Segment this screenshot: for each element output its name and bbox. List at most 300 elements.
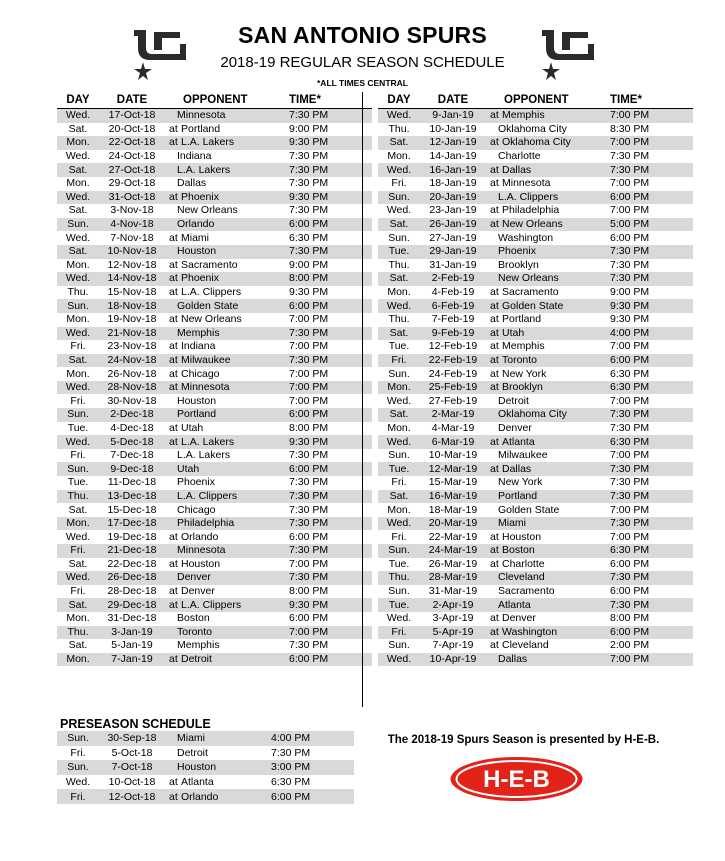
table-row: [378, 286, 693, 300]
game-time: 9:00 PM: [283, 123, 372, 137]
opponent-name: Sacramento: [181, 258, 238, 271]
table-row: [378, 136, 693, 150]
table-row: [378, 177, 693, 191]
game-day: Sat.: [378, 218, 420, 232]
game-time: 7:30 PM: [604, 571, 693, 585]
game-opponent-cell: [165, 544, 283, 558]
game-time: 9:30 PM: [604, 313, 693, 327]
table-row: [57, 367, 372, 381]
table-row: [57, 218, 372, 232]
table-row: [378, 571, 693, 585]
opponent-name: L.A. Clippers: [181, 598, 242, 611]
game-opponent-cell: [165, 191, 283, 205]
game-opponent-cell: [165, 259, 283, 273]
game-day: Fri.: [57, 544, 99, 558]
away-indicator: at: [169, 122, 178, 135]
table-row: [378, 299, 693, 313]
opponent-name: Orlando: [181, 530, 219, 543]
game-date: 9-Feb-19: [420, 327, 486, 341]
game-date: 9-Jan-19: [420, 109, 486, 123]
game-time: 6:00 PM: [283, 299, 372, 313]
game-opponent-cell: [486, 327, 604, 341]
game-time: 7:00 PM: [604, 394, 693, 408]
table-row: [57, 204, 372, 218]
opponent-name: Houston: [177, 761, 217, 774]
away-indicator: at: [169, 790, 178, 803]
away-indicator: at: [169, 231, 178, 244]
game-date: 20-Jan-19: [420, 191, 486, 205]
opponent-name: Phoenix: [181, 190, 219, 203]
table-row: [57, 123, 372, 137]
game-day: Fri.: [378, 476, 420, 490]
table-row: [378, 204, 693, 218]
game-time: 7:30 PM: [283, 163, 372, 177]
game-day: Wed.: [378, 435, 420, 449]
game-day: Fri.: [57, 340, 99, 354]
opponent-name: Denver: [502, 612, 536, 625]
away-indicator: at: [169, 286, 178, 299]
table-row: [378, 449, 693, 463]
away-indicator: at: [490, 286, 499, 299]
game-date: 2-Apr-19: [420, 598, 486, 612]
game-day: Fri.: [57, 394, 99, 408]
opponent-name: Detroit: [498, 394, 529, 407]
game-time: 7:00 PM: [604, 503, 693, 517]
game-day: Sat.: [57, 503, 99, 517]
game-date: 19-Nov-18: [99, 313, 165, 327]
game-opponent-cell: [486, 245, 604, 259]
game-opponent-cell: [165, 163, 283, 177]
game-opponent-cell: [165, 775, 265, 790]
game-date: 25-Feb-19: [420, 381, 486, 395]
game-opponent-cell: [165, 150, 283, 164]
game-day: Fri.: [57, 585, 99, 599]
column-header-day: DAY: [57, 92, 99, 109]
game-day: Mon.: [57, 259, 99, 273]
table-row: [378, 163, 693, 177]
away-indicator: at: [490, 340, 499, 353]
game-day: Tue.: [378, 340, 420, 354]
game-time: 8:00 PM: [283, 272, 372, 286]
game-time: 6:00 PM: [283, 612, 372, 626]
game-date: 6-Feb-19: [420, 299, 486, 313]
game-opponent-cell: [486, 272, 604, 286]
game-date: 14-Jan-19: [420, 150, 486, 164]
game-opponent-cell: [165, 286, 283, 300]
table-row: [57, 503, 372, 517]
game-time: 7:00 PM: [283, 558, 372, 572]
game-time: 7:00 PM: [283, 626, 372, 640]
away-indicator: at: [169, 585, 178, 598]
away-indicator: at: [490, 381, 499, 394]
game-date: 10-Jan-19: [420, 123, 486, 137]
game-date: 29-Oct-18: [99, 177, 165, 191]
game-opponent-cell: [486, 136, 604, 150]
column-header-date: DATE: [99, 92, 165, 109]
game-time: 7:30 PM: [283, 571, 372, 585]
column-header-time: TIME*: [283, 92, 372, 109]
away-indicator: at: [490, 462, 499, 475]
game-day: Wed.: [378, 517, 420, 531]
game-time: 7:00 PM: [604, 530, 693, 544]
game-time: 6:30 PM: [283, 231, 372, 245]
game-date: 9-Dec-18: [99, 462, 165, 476]
game-opponent-cell: [486, 218, 604, 232]
table-row: [57, 746, 354, 761]
game-opponent-cell: [165, 204, 283, 218]
game-time: 7:30 PM: [604, 490, 693, 504]
table-row: [378, 626, 693, 640]
opponent-name: Portland: [181, 122, 221, 135]
opponent-name: Boston: [177, 612, 210, 625]
game-day: Thu.: [57, 490, 99, 504]
opponent-name: Houston: [181, 557, 221, 570]
game-date: 15-Mar-19: [420, 476, 486, 490]
game-date: 22-Mar-19: [420, 530, 486, 544]
game-time: 6:00 PM: [283, 530, 372, 544]
game-day: Wed.: [57, 109, 99, 123]
table-row: [378, 367, 693, 381]
table-row: [57, 571, 372, 585]
game-opponent-cell: [486, 476, 604, 490]
game-day: Thu.: [378, 259, 420, 273]
opponent-name: Atlanta: [181, 776, 214, 789]
page-subtitle: 2018-19 REGULAR SEASON SCHEDULE: [220, 54, 505, 71]
game-opponent-cell: [486, 163, 604, 177]
game-date: 4-Mar-19: [420, 422, 486, 436]
game-time: 7:30 PM: [283, 503, 372, 517]
game-day: Tue.: [378, 598, 420, 612]
opponent-name: Brooklyn: [498, 258, 539, 271]
game-day: Tue.: [57, 476, 99, 490]
game-date: 24-Mar-19: [420, 544, 486, 558]
game-opponent-cell: [165, 299, 283, 313]
game-date: 21-Dec-18: [99, 544, 165, 558]
game-opponent-cell: [165, 435, 283, 449]
game-date: 28-Dec-18: [99, 585, 165, 599]
away-indicator: at: [490, 639, 499, 652]
opponent-name: Phoenix: [177, 476, 215, 489]
opponent-name: Cleveland: [498, 571, 545, 584]
game-day: Wed.: [57, 530, 99, 544]
game-opponent-cell: [486, 490, 604, 504]
game-opponent-cell: [165, 746, 265, 761]
game-opponent-cell: [165, 218, 283, 232]
game-day: Wed.: [57, 150, 99, 164]
game-date: 15-Dec-18: [99, 503, 165, 517]
table-row: [378, 435, 693, 449]
opponent-name: Orlando: [177, 218, 215, 231]
game-time: 7:30 PM: [604, 408, 693, 422]
game-opponent-cell: [165, 653, 283, 667]
game-date: 7-Nov-18: [99, 231, 165, 245]
game-date: 28-Nov-18: [99, 381, 165, 395]
game-day: Thu.: [57, 286, 99, 300]
opponent-name: L.A. Lakers: [177, 449, 231, 462]
game-date: 7-Jan-19: [99, 653, 165, 667]
game-date: 29-Jan-19: [420, 245, 486, 259]
schedule-table-left: [57, 92, 372, 666]
game-opponent-cell: [165, 490, 283, 504]
table-row: [57, 327, 372, 341]
table-row: [378, 123, 693, 137]
game-time: 6:00 PM: [283, 408, 372, 422]
game-time: 9:00 PM: [283, 259, 372, 273]
game-opponent-cell: [486, 231, 604, 245]
game-opponent-cell: [486, 259, 604, 273]
opponent-name: Dallas: [502, 462, 532, 475]
game-day: Sat.: [57, 123, 99, 137]
opponent-name: Utah: [177, 462, 200, 475]
game-day: Sun.: [57, 218, 99, 232]
table-row: [378, 503, 693, 517]
game-date: 27-Jan-19: [420, 231, 486, 245]
game-date: 26-Mar-19: [420, 558, 486, 572]
opponent-name: L.A. Lakers: [181, 435, 235, 448]
table-row: [57, 231, 372, 245]
game-opponent-cell: [486, 109, 604, 123]
game-opponent-cell: [165, 449, 283, 463]
opponent-name: Philadelphia: [502, 204, 560, 217]
game-day: Wed.: [57, 435, 99, 449]
away-indicator: at: [490, 612, 499, 625]
game-day: Tue.: [378, 558, 420, 572]
game-opponent-cell: [165, 789, 265, 804]
game-time: 7:00 PM: [283, 367, 372, 381]
game-opponent-cell: [486, 449, 604, 463]
game-day: Wed.: [378, 109, 420, 123]
game-opponent-cell: [486, 177, 604, 191]
game-date: 2-Feb-19: [420, 272, 486, 286]
game-time: 6:30 PM: [604, 381, 693, 395]
column-divider: [362, 92, 363, 707]
game-date: 10-Oct-18: [99, 775, 165, 790]
game-day: Sat.: [57, 558, 99, 572]
game-time: 7:30 PM: [604, 163, 693, 177]
game-time: 2:00 PM: [604, 639, 693, 653]
away-indicator: at: [169, 530, 178, 543]
game-time: 7:30 PM: [283, 517, 372, 531]
game-day: Sat.: [57, 598, 99, 612]
game-time: 7:30 PM: [604, 245, 693, 259]
table-row: [57, 789, 354, 804]
table-row: [57, 394, 372, 408]
game-day: Sun.: [57, 731, 99, 746]
game-date: 10-Mar-19: [420, 449, 486, 463]
opponent-name: Denver: [177, 571, 211, 584]
away-indicator: at: [490, 544, 499, 557]
game-time: 7:30 PM: [283, 354, 372, 368]
game-time: 7:30 PM: [265, 746, 354, 761]
game-date: 27-Oct-18: [99, 163, 165, 177]
table-row: [57, 530, 372, 544]
game-date: 18-Mar-19: [420, 503, 486, 517]
table-row: [378, 191, 693, 205]
away-indicator: at: [169, 313, 178, 326]
away-indicator: at: [490, 557, 499, 570]
table-row: [57, 313, 372, 327]
game-day: Wed.: [57, 231, 99, 245]
table-row: [57, 286, 372, 300]
game-date: 31-Oct-18: [99, 191, 165, 205]
game-time: 6:00 PM: [604, 585, 693, 599]
game-opponent-cell: [486, 123, 604, 137]
game-time: 7:00 PM: [604, 177, 693, 191]
table-row: [57, 163, 372, 177]
opponent-name: New Orleans: [177, 204, 238, 217]
opponent-name: L.A. Clippers: [181, 286, 242, 299]
game-day: Mon.: [378, 150, 420, 164]
table-row: [57, 639, 372, 653]
game-opponent-cell: [486, 422, 604, 436]
column-header-date: DATE: [420, 92, 486, 109]
game-date: 12-Jan-19: [420, 136, 486, 150]
opponent-name: Dallas: [498, 653, 528, 666]
game-date: 4-Dec-18: [99, 422, 165, 436]
opponent-name: Golden State: [498, 503, 560, 516]
game-opponent-cell: [486, 435, 604, 449]
away-indicator: at: [490, 353, 499, 366]
opponent-name: Utah: [181, 421, 204, 434]
table-row: [378, 245, 693, 259]
table-row: [378, 259, 693, 273]
game-date: 22-Feb-19: [420, 354, 486, 368]
table-row: [57, 558, 372, 572]
game-time: 7:30 PM: [604, 476, 693, 490]
opponent-name: New York: [498, 476, 543, 489]
game-date: 12-Feb-19: [420, 340, 486, 354]
game-time: 8:00 PM: [604, 612, 693, 626]
game-opponent-cell: [165, 367, 283, 381]
table-row: [57, 435, 372, 449]
game-day: Mon.: [57, 653, 99, 667]
game-time: 6:00 PM: [604, 626, 693, 640]
game-opponent-cell: [165, 327, 283, 341]
game-date: 2-Dec-18: [99, 408, 165, 422]
opponent-name: Charlotte: [498, 150, 541, 163]
game-day: Mon.: [57, 177, 99, 191]
game-opponent-cell: [165, 408, 283, 422]
game-opponent-cell: [165, 231, 283, 245]
game-opponent-cell: [165, 731, 265, 746]
game-time: 9:00 PM: [604, 286, 693, 300]
opponent-name: Minnesota: [181, 381, 230, 394]
game-time: 7:30 PM: [604, 517, 693, 531]
game-time: 7:00 PM: [283, 313, 372, 327]
opponent-name: Minnesota: [502, 177, 551, 190]
opponent-name: Minnesota: [177, 544, 226, 557]
header-row: [57, 92, 372, 109]
game-date: 23-Nov-18: [99, 340, 165, 354]
table-row: [378, 476, 693, 490]
game-time: 6:30 PM: [265, 775, 354, 790]
game-date: 17-Dec-18: [99, 517, 165, 531]
game-day: Mon.: [57, 367, 99, 381]
game-time: 7:30 PM: [283, 449, 372, 463]
table-row: [378, 653, 693, 667]
game-opponent-cell: [486, 639, 604, 653]
game-opponent-cell: [165, 136, 283, 150]
table-row: [57, 150, 372, 164]
table-row: [57, 259, 372, 273]
game-time: 4:00 PM: [604, 327, 693, 341]
away-indicator: at: [490, 163, 499, 176]
opponent-name: Philadelphia: [177, 517, 235, 530]
game-day: Fri.: [378, 354, 420, 368]
game-date: 23-Jan-19: [420, 204, 486, 218]
table-row: [57, 191, 372, 205]
opponent-name: New York: [502, 367, 547, 380]
game-date: 5-Apr-19: [420, 626, 486, 640]
game-opponent-cell: [165, 639, 283, 653]
game-date: 12-Nov-18: [99, 259, 165, 273]
opponent-name: New Orleans: [502, 218, 563, 231]
game-time: 7:00 PM: [283, 381, 372, 395]
opponent-name: Golden State: [502, 299, 564, 312]
game-day: Fri.: [378, 177, 420, 191]
game-day: Fri.: [57, 746, 99, 761]
game-opponent-cell: [165, 476, 283, 490]
game-date: 29-Dec-18: [99, 598, 165, 612]
game-day: Wed.: [57, 775, 99, 790]
game-opponent-cell: [165, 558, 283, 572]
game-time: 7:30 PM: [283, 544, 372, 558]
game-opponent-cell: [486, 367, 604, 381]
opponent-name: Dallas: [502, 163, 532, 176]
game-time: 9:30 PM: [283, 286, 372, 300]
game-time: 8:30 PM: [604, 123, 693, 137]
game-time: 7:00 PM: [604, 204, 693, 218]
opponent-name: Toronto: [177, 625, 213, 638]
table-row: [378, 218, 693, 232]
opponent-name: Denver: [181, 585, 215, 598]
game-day: Wed.: [378, 653, 420, 667]
game-date: 11-Dec-18: [99, 476, 165, 490]
game-opponent-cell: [486, 530, 604, 544]
opponent-name: Sacramento: [502, 286, 559, 299]
game-day: Sun.: [57, 408, 99, 422]
heb-logo-text: H-E-B: [483, 766, 550, 793]
game-opponent-cell: [486, 503, 604, 517]
game-date: 14-Nov-18: [99, 272, 165, 286]
table-row: [378, 340, 693, 354]
table-row: [378, 544, 693, 558]
game-day: Sat.: [378, 272, 420, 286]
game-date: 7-Oct-18: [99, 760, 165, 775]
column-header-day: DAY: [378, 92, 420, 109]
opponent-name: Oklahoma City: [498, 408, 567, 421]
game-time: 7:30 PM: [604, 272, 693, 286]
game-time: 7:00 PM: [604, 653, 693, 667]
game-opponent-cell: [486, 653, 604, 667]
game-day: Sun.: [378, 449, 420, 463]
opponent-name: L.A. Lakers: [181, 136, 235, 149]
game-day: Wed.: [378, 163, 420, 177]
game-day: Sun.: [57, 760, 99, 775]
game-time: 6:00 PM: [283, 653, 372, 667]
table-row: [57, 354, 372, 368]
game-day: Mon.: [378, 503, 420, 517]
game-date: 22-Dec-18: [99, 558, 165, 572]
table-row: [57, 136, 372, 150]
table-row: [57, 653, 372, 667]
game-time: 9:30 PM: [283, 435, 372, 449]
opponent-name: Miami: [177, 732, 205, 745]
game-date: 22-Oct-18: [99, 136, 165, 150]
table-row: [378, 558, 693, 572]
opponent-name: Portland: [502, 313, 542, 326]
opponent-name: Toronto: [502, 353, 538, 366]
